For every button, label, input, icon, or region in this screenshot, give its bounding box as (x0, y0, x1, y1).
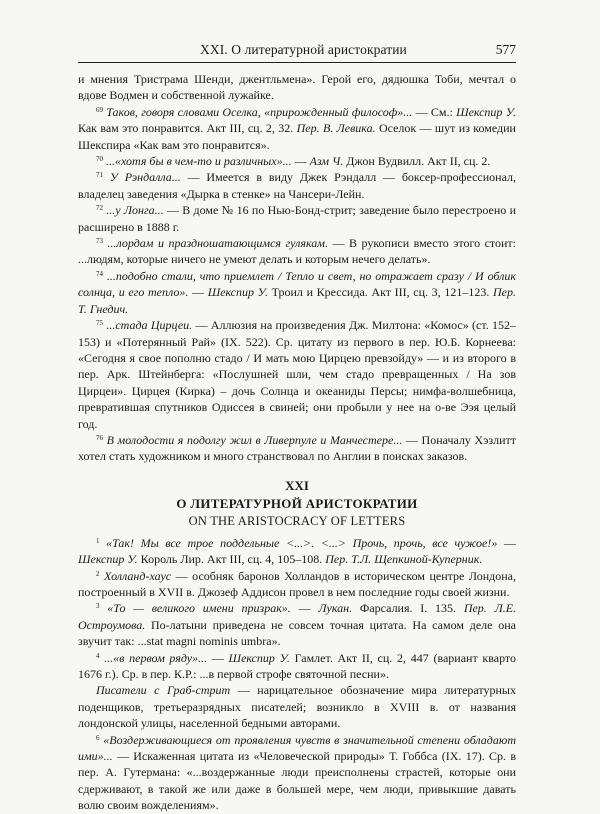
footnote (78, 153, 516, 169)
footnote (78, 432, 516, 465)
footnote-italic-text: «То — великого имени призрак». (107, 601, 291, 616)
footnote-text: — особняк баронов Холландов в историческом центре Лондона, построенный в XVII в. Джозеф Аддисон провел в нем последние годы своей жизни. (78, 568, 516, 599)
notes-chapter-xx (78, 71, 516, 465)
footnote-text: и мнения Тристрама Шенди, джентльмена». Герой его, дядюшка Тоби, мечтал о вдове Водмен и собственной лужайке. (78, 72, 516, 103)
footnote-italic-text: Пер. Л.Е. Остроумова. (78, 601, 517, 632)
footnote-number: 69 (96, 105, 103, 114)
footnote-text: — В рукописи вместо этого стоит: ...людям, которые ничего не умеют делать и которым нечего делать». (78, 236, 517, 267)
footnote-text: Джон Вудвилл. Акт II, сц. 2. (343, 154, 491, 169)
footnote-number: 2 (96, 569, 100, 578)
footnote (78, 268, 516, 317)
footnote-italic-text: Пер. В. Левика. (296, 121, 376, 136)
footnote (78, 104, 516, 153)
footnote-number: 3 (96, 602, 100, 611)
running-head (78, 40, 516, 63)
section-subtitle: ON THE ARISTOCRACY OF LETTERS (188, 513, 406, 528)
running-title: XXI. О литературной аристократии (200, 42, 407, 57)
footnote-number: 74 (96, 269, 103, 278)
footnote-text: — Имеется в виду Джек Рэндалл — боксер-профессионал, владелец заведения «Дырка в стенке» на Чансери-Лейн. (78, 170, 516, 201)
footnote-text: — (291, 154, 310, 169)
footnote-text: Оселок — шут из комедии Шекспира «Как вам это понравится». (78, 121, 516, 152)
notes-chapter-xxi (78, 535, 516, 814)
footnote-text: — Искаженная цитата из «Человеческой природы» Т. Гоббса (IX. 17). Ср. в пер. А. Гутермана: «...воздержанные люди преисполнены страстей, которые они сдерживают, в такой же или даже в большей мере, чем люди, привыкшие давать волю своим вожделениям». (78, 749, 516, 813)
footnote-text: — (207, 650, 229, 665)
footnote-text: — Поначалу Хэзлитт хотел стать художником и много странствовал по Англии в поисках заказов. (78, 432, 516, 464)
footnote-italic-text: ...подобно стали, что приемлет / Тепло и свет, но отражает сразу / И облик солнца, и его тепло». (78, 268, 517, 300)
footnote-number: 70 (96, 155, 103, 164)
footnote-text: — Аллюзия на произведения Дж. Милтона: «Комос» (ст. 152–153) и «Потерянный Рай» (IX. 522). Ср. цитату из первого в пер. Ю.Б. Корнеева: «Сегодня я свое пополню стадо / И мать мою Цирцею превзойду» — и из второго в пер. Арк. Штейнберга: «Послушней шли, чем стадо превращенных / На зов Цирцеи». Цирцея (Кирка) – дочь Солнца и океаниды Персы; нимфа-волшебница, превратившая спутников Одиссея в свиней; они пробыли у нее на о-ве Ээя целый год. (78, 318, 517, 431)
footnote (78, 202, 516, 235)
footnote-italic-text: Пер. Т. Гнедич. (78, 285, 516, 316)
footnote-italic-text: Писатели с Граб-стрит (96, 683, 231, 698)
footnote-text: — См.: (412, 104, 457, 119)
footnote (78, 535, 516, 568)
footnote-italic-text: Шекспир У. (78, 552, 138, 567)
footnote (78, 682, 516, 731)
footnote-italic-text: Холланд-хаус (104, 568, 172, 583)
footnote-text: — (497, 535, 517, 550)
footnote-italic-text: Пер. Т.Л. Щепкиной-Куперник. (325, 552, 483, 567)
footnote-text: По-латыни приведена не совсем точная цитата. На самом деле она звучит так: ...stat magni nominis umbra». (78, 617, 516, 649)
footnote (78, 650, 516, 683)
footnote-italic-text: «Воздерживающиеся от проявления чувств в значительной степени обладают ими»... (78, 732, 517, 764)
footnote-number: 76 (96, 433, 103, 442)
footnote-italic-text: ...«в первом ряду»... (104, 650, 208, 665)
section-numeral: XXI (285, 477, 309, 493)
footnote-italic-text: Шекспир У. (456, 104, 517, 119)
footnote-text: Как вам это понравится. Акт III, сц. 2, 32. (78, 121, 297, 136)
footnote-text: — (188, 285, 208, 300)
footnote-text: — (290, 601, 319, 616)
notes-body (78, 71, 516, 814)
footnote-text: — В доме № 16 по Нью-Бонд-стрит; заведение было перестроено и расширено в 1888 г. (78, 203, 516, 234)
footnote (78, 169, 516, 202)
page-number: 577 (495, 42, 516, 57)
footnote-italic-text: Шекспир У. (207, 285, 268, 300)
footnote-italic-text: Лукан. (318, 601, 353, 616)
footnote-number: 71 (96, 171, 103, 180)
footnote-text: Фарсалия. I. 135. (352, 601, 464, 616)
footnote-number: 72 (96, 204, 103, 213)
footnote-text: — нарицательное обозначение мира литературных поденщиков, третьеразрядных писателей; возникло в XVIII в. от названия лондонской улицы, населенной бедными авторами. (78, 683, 516, 731)
footnote-number: 4 (96, 651, 100, 660)
footnote-italic-text: Таков, говоря словами Оселка, «прирожденный философ»... (106, 104, 413, 119)
footnote-italic-text: Шекспир У. (228, 650, 290, 665)
footnote-number: 75 (96, 319, 103, 328)
footnote-text: Гамлет. Акт II, сц. 2, 447 (вариант кварто 1676 г.). Ср. в пер. К.Р.: ...в первой строфе святочной песни». (78, 650, 517, 681)
footnote-number: 73 (96, 237, 103, 246)
footnote (78, 317, 516, 432)
footnote (78, 732, 516, 814)
footnote-italic-text: ...лордам и праздношатающимся гулякам. (107, 236, 328, 251)
footnote (78, 235, 516, 268)
footnote-italic-text: ...стада Цирцеи. (106, 318, 193, 333)
footnote (78, 71, 516, 104)
footnote-italic-text: В молодости я подолгу жил в Ливерпуле и Манчестере... (106, 432, 403, 447)
footnote-italic-text: У Рэндалла... (109, 170, 181, 185)
footnote (78, 600, 516, 649)
footnote-number: 6 (96, 733, 100, 742)
section-heading (78, 477, 516, 529)
footnote-number: 1 (96, 536, 100, 545)
footnote (78, 568, 516, 601)
footnote-text: Король Лир. Акт III, сц. 4, 105–108. (137, 552, 326, 567)
footnote-italic-text: ...у Лонга... (106, 203, 164, 218)
footnote-italic-text: «Так! Мы все трое поддельные <...>. <...> Прочь, прочь, все чужое!» (106, 535, 498, 550)
footnote-text: Троил и Крессида. Акт III, сц. 3, 121–123. (267, 285, 493, 300)
section-title: О ЛИТЕРАТУРНОЙ АРИСТОКРАТИИ (176, 495, 418, 511)
footnote-italic-text: ...«хотя бы в чем-то и различных»... (106, 154, 292, 169)
footnote-italic-text: Азм Ч. (309, 154, 344, 169)
